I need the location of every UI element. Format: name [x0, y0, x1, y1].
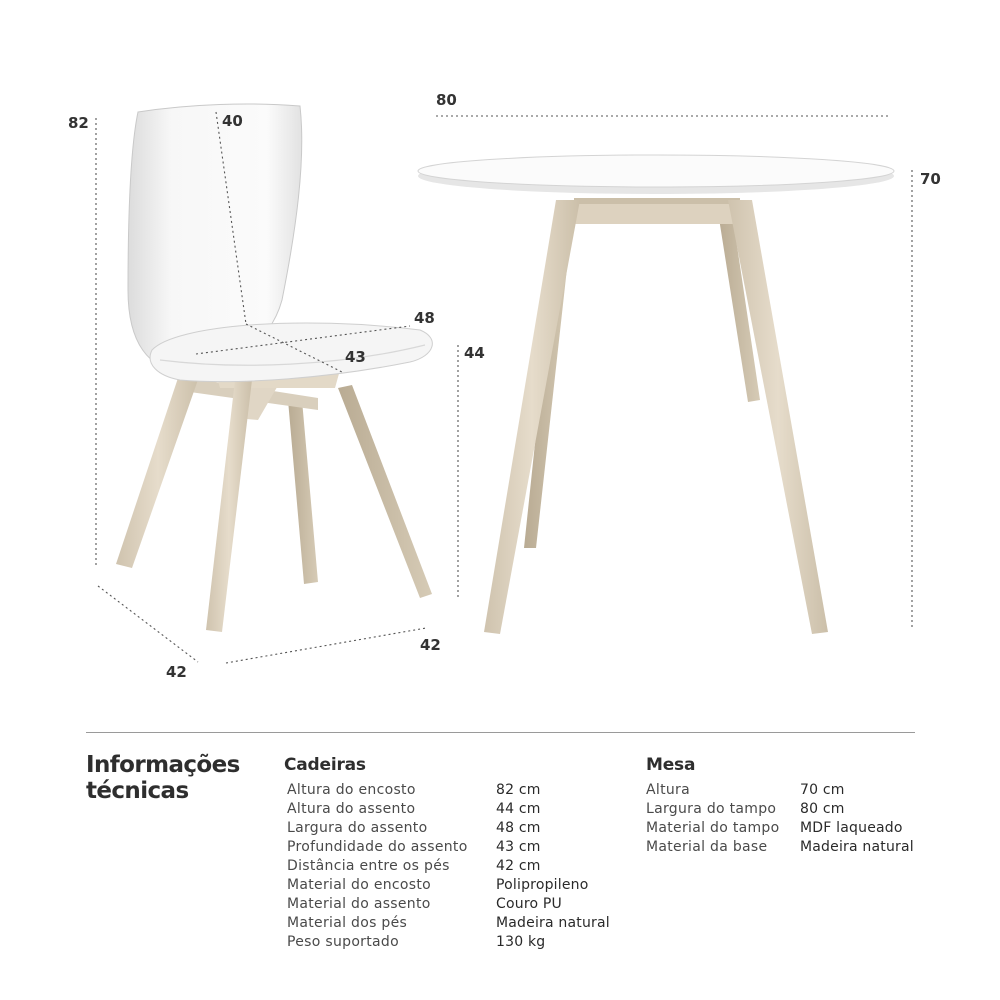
spec-value: Madeira natural: [496, 915, 610, 931]
dimension-label-seat-width: 48: [414, 309, 435, 327]
spec-row: [646, 781, 926, 800]
chair-illustration: [116, 104, 432, 632]
spec-label: Material dos pés: [287, 915, 408, 931]
specs-title-line1: Informações: [86, 752, 240, 778]
spec-row: [287, 914, 627, 933]
spec-row: [646, 819, 926, 838]
spec-label: Largura do tampo: [646, 801, 777, 817]
spec-label: Material do tampo: [646, 820, 780, 836]
spec-label: Material do assento: [287, 896, 431, 912]
spec-row: [287, 857, 627, 876]
spec-label: Material da base: [646, 839, 768, 855]
table-spec-list: [646, 781, 926, 857]
spec-value: 82 cm: [496, 782, 541, 798]
section-divider: [86, 732, 915, 733]
dimension-label-seat-height: 44: [464, 344, 485, 362]
spec-value: 70 cm: [800, 782, 845, 798]
dimension-label-table-width: 80: [436, 91, 457, 109]
table-front-leg-right: [728, 200, 828, 634]
spec-value: 130 kg: [496, 934, 546, 950]
spec-row: [646, 838, 926, 857]
spec-row: [287, 838, 627, 857]
spec-row: [287, 895, 627, 914]
spec-label: Distância entre os pés: [287, 858, 450, 874]
spec-label: Largura do assento: [287, 820, 428, 836]
dimension-label-table-height: 70: [920, 170, 941, 188]
table-heading: Mesa: [646, 755, 696, 775]
specs-title-line2: técnicas: [86, 778, 189, 804]
chair-front-leg-left: [116, 372, 200, 568]
dimension-label-feet-width: 42: [420, 636, 441, 654]
spec-row: [287, 781, 627, 800]
spec-label: Altura: [646, 782, 690, 798]
spec-row: [287, 876, 627, 895]
chair-back-leg-right: [338, 385, 432, 598]
specs-title: [86, 752, 240, 804]
dimension-label-seat-depth: 43: [345, 348, 366, 366]
spec-row: [646, 800, 926, 819]
spec-value: 42 cm: [496, 858, 541, 874]
spec-label: Altura do encosto: [287, 782, 416, 798]
spec-label: Material do encosto: [287, 877, 432, 893]
spec-label: Altura do assento: [287, 801, 416, 817]
spec-value: 80 cm: [800, 801, 845, 817]
spec-label: Profundidade do assento: [287, 839, 468, 855]
table-front-leg-left: [484, 200, 580, 634]
spec-value: Couro PU: [496, 896, 562, 912]
spec-value: MDF laqueado: [800, 820, 903, 836]
spec-value: 43 cm: [496, 839, 541, 855]
spec-row: [287, 800, 627, 819]
spec-label: Peso suportado: [287, 934, 399, 950]
table-top: [418, 155, 894, 187]
spec-row: [287, 933, 627, 952]
spec-value: 44 cm: [496, 801, 541, 817]
dimension-label-feet-depth: 42: [166, 663, 187, 681]
table-illustration: [418, 155, 894, 634]
chair-front-leg-right: [206, 380, 252, 632]
dimension-label-chair-height: 82: [68, 114, 89, 132]
spec-value: Madeira natural: [800, 839, 914, 855]
dimension-label-backrest-height: 40: [222, 112, 243, 130]
spec-value: 48 cm: [496, 820, 541, 836]
chair-back-leg-left: [288, 400, 318, 584]
chairs-spec-list: [287, 781, 627, 952]
chairs-heading: Cadeiras: [284, 755, 366, 775]
spec-value: Polipropileno: [496, 877, 589, 893]
spec-row: [287, 819, 627, 838]
